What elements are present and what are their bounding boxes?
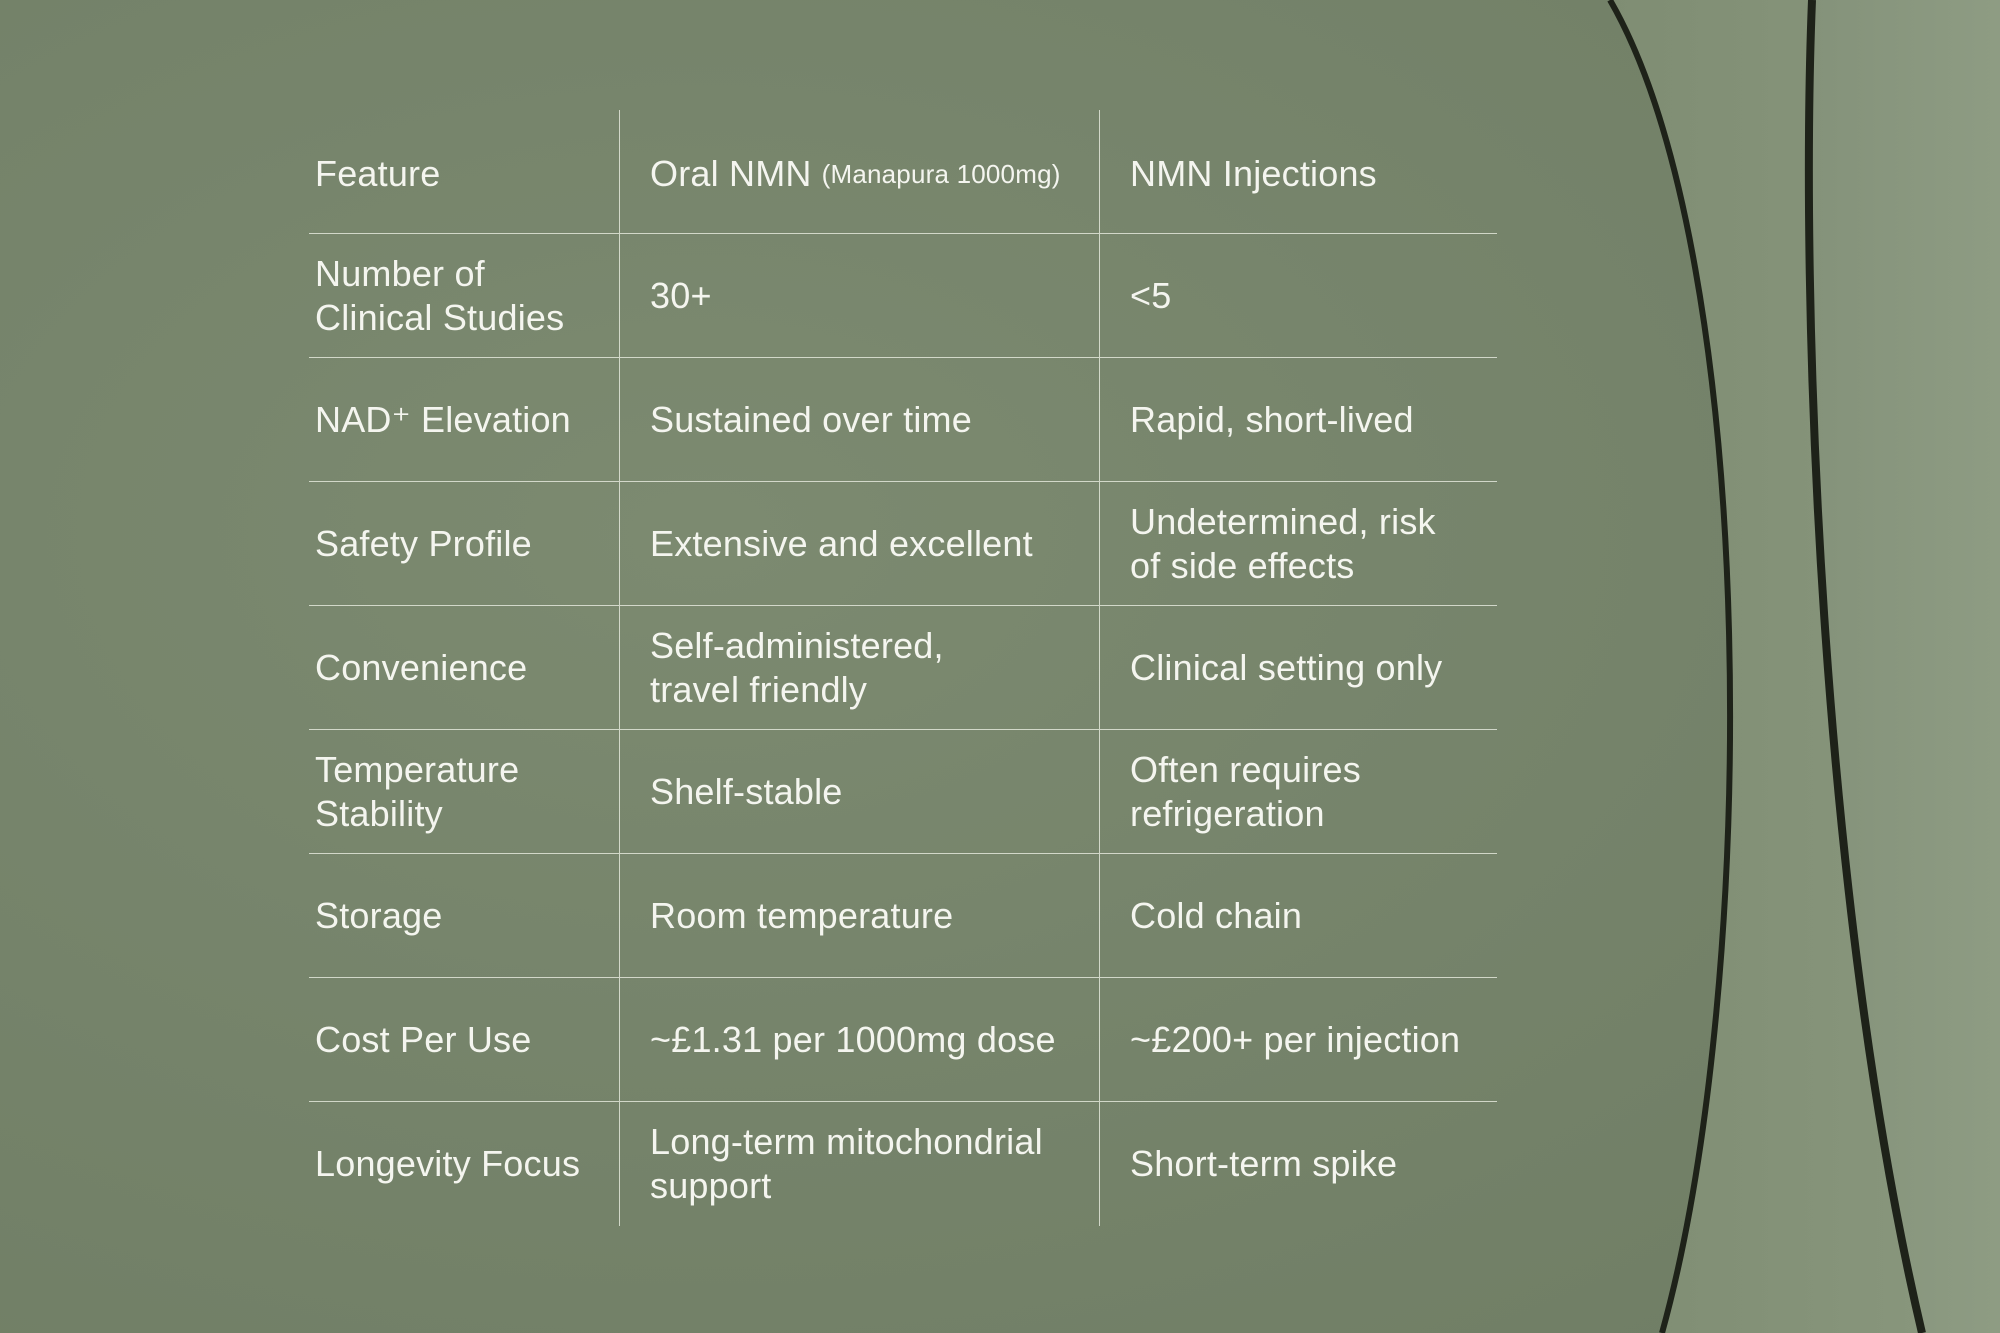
oral-cell [619,234,1099,357]
feature-label: Safety Profile [315,522,532,564]
header-oral-nmn [619,110,1099,233]
feature-cell [309,358,619,481]
feature-label: NAD⁺ Elevation [315,398,571,440]
feature-cell [309,482,619,605]
table-row [309,482,1497,606]
oral-cell [619,1102,1099,1226]
feature-cell [309,854,619,977]
header-feature-label: Feature [315,152,441,194]
table-row [309,234,1497,358]
injections-value: Clinical setting only [1130,646,1443,688]
oral-value: Self-administered, travel friendly [650,624,944,710]
feature-label: Longevity Focus [315,1143,581,1184]
header-oral-label: Oral NMN [650,152,812,194]
injections-cell [1099,978,1497,1101]
feature-cell [309,234,619,357]
oral-value: Shelf-stable [650,770,843,812]
oral-value: Long-term mitochondrial support [650,1121,1043,1206]
oral-cell [619,978,1099,1101]
injections-cell [1099,606,1497,729]
table-header-row [309,110,1497,234]
feature-label: Storage [315,894,443,936]
feature-cell [309,1102,619,1226]
oral-value: Sustained over time [650,398,972,440]
injections-cell [1099,358,1497,481]
table-row [309,606,1497,730]
injections-value: ~£200+ per injection [1130,1018,1461,1060]
header-nmn-injections [1099,110,1497,233]
oral-value: 30+ [650,274,712,316]
feature-label: Cost Per Use [315,1018,532,1060]
injections-cell [1099,234,1497,357]
oral-value: Extensive and excellent [650,522,1033,564]
table-row [309,978,1497,1102]
injections-value: Undetermined, risk of side effects [1130,500,1436,586]
oral-cell [619,358,1099,481]
table-row [309,358,1497,482]
injections-cell [1099,482,1497,605]
feature-cell [309,978,619,1101]
table-row [309,730,1497,854]
table-row [309,1102,1497,1226]
oral-cell [619,730,1099,853]
feature-label: Convenience [315,646,528,688]
feature-cell [309,730,619,853]
oral-cell [619,606,1099,729]
oral-cell [619,482,1099,605]
injections-cell [1099,854,1497,977]
header-injections-label: NMN Injections [1130,152,1377,194]
comparison-table [309,110,1497,1226]
table-row [309,854,1497,978]
feature-cell [309,606,619,729]
oral-cell [619,854,1099,977]
injections-value: Often requires refrigeration [1130,748,1361,834]
feature-label: Temperature Stability [315,748,520,834]
injections-cell [1099,1102,1497,1226]
oral-value: ~£1.31 per 1000mg dose [650,1018,1056,1060]
injections-value: <5 [1130,274,1172,316]
injections-value: Cold chain [1130,894,1303,936]
feature-label: Number of Clinical Studies [315,252,565,338]
header-oral-note: (Manapura 1000mg) [821,158,1061,189]
injections-value: Rapid, short-lived [1130,398,1414,440]
oral-value: Room temperature [650,894,954,936]
injections-value: Short-term spike [1130,1143,1398,1184]
header-feature [309,110,619,233]
injections-cell [1099,730,1497,853]
